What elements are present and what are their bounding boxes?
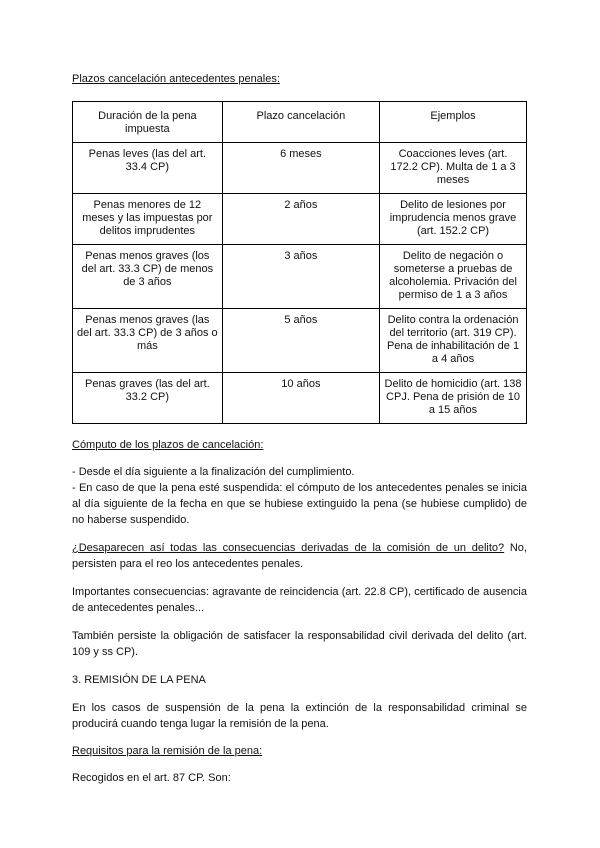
cell-duracion: Penas menores de 12 meses y las impuestas por delitos imprudentes <box>73 194 223 245</box>
header-duracion: Duración de la pena impuesta <box>73 102 223 143</box>
remision-paragraph: En los casos de suspensión de la pena la extinción de la responsabilidad criminal se producirá cuando tenga lugar la remisión de la pena. <box>72 702 527 730</box>
cell-ejemplo: Delito de lesiones por imprudencia menos grave (art. 152.2 CP) <box>380 194 527 245</box>
cell-duracion: Penas menos graves (las del art. 33.3 CP) de 3 años o más <box>73 309 223 373</box>
table-row <box>73 143 527 194</box>
table-title: Plazos cancelación antecedentes penales: <box>72 73 280 85</box>
civil-paragraph: También persiste la obligación de satisfacer la responsabilidad civil derivada del delito (art. 109 y ss CP). <box>72 630 527 658</box>
cell-duracion: Penas menos graves (los del art. 33.3 CP) de menos de 3 años <box>73 245 223 309</box>
computo-heading: Cómputo de los plazos de cancelación: <box>72 439 264 451</box>
section-title: 3. REMISIÓN DE LA PENA <box>72 674 206 686</box>
cell-plazo: 6 meses <box>222 143 379 194</box>
question-text: ¿Desaparecen así todas las consecuencias derivadas de la comisión de un delito? <box>72 542 505 554</box>
importantes-paragraph: Importantes consecuencias: agravante de reincidencia (art. 22.8 CP), certificado de ausencia de antecedentes penales... <box>72 586 527 614</box>
cell-ejemplo: Delito contra la ordenación del territorio (art. 319 CP). Pena de inhabilitación de 1 a 4 años <box>380 309 527 373</box>
computo-item-1: - Desde el día siguiente a la finalización del cumplimiento. <box>72 466 355 478</box>
recogidos-paragraph: Recogidos en el art. 87 CP. Son: <box>72 772 231 784</box>
cell-duracion: Penas graves (las del art. 33.2 CP) <box>73 373 223 424</box>
header-ejemplos: Ejemplos <box>380 102 527 143</box>
answer-text: No, persisten para el reo los antecedentes penales. <box>72 542 527 570</box>
table-row <box>73 245 527 309</box>
question-paragraph <box>72 540 527 572</box>
computo-item-2: - En caso de que la pena esté suspendida: el cómputo de los antecedentes penales se inicia al día siguiente de la fecha en que se hubiese extinguido la pena (se hubiese cumplido) de no haberse suspendido. <box>72 482 527 526</box>
cell-ejemplo: Delito de homicidio (art. 138 CPJ. Pena de prisión de 10 a 15 años <box>380 373 527 424</box>
table-row <box>73 194 527 245</box>
cell-ejemplo: Coacciones leves (art. 172.2 CP). Multa de 1 a 3 meses <box>380 143 527 194</box>
header-plazo: Plazo cancelación <box>222 102 379 143</box>
cell-duracion: Penas leves (las del art. 33.4 CP) <box>73 143 223 194</box>
table-header-row <box>73 102 527 143</box>
cell-ejemplo: Delito de negación o someterse a pruebas de alcoholemia. Privación del permiso de 1 a 3 años <box>380 245 527 309</box>
requisitos-heading: Requisitos para la remisión de la pena: <box>72 745 263 757</box>
cell-plazo: 3 años <box>222 245 379 309</box>
cancellation-table <box>72 101 527 424</box>
cell-plazo: 10 años <box>222 373 379 424</box>
document-page <box>72 72 527 786</box>
table-row <box>73 309 527 373</box>
cell-plazo: 5 años <box>222 309 379 373</box>
table-row <box>73 373 527 424</box>
cell-plazo: 2 años <box>222 194 379 245</box>
